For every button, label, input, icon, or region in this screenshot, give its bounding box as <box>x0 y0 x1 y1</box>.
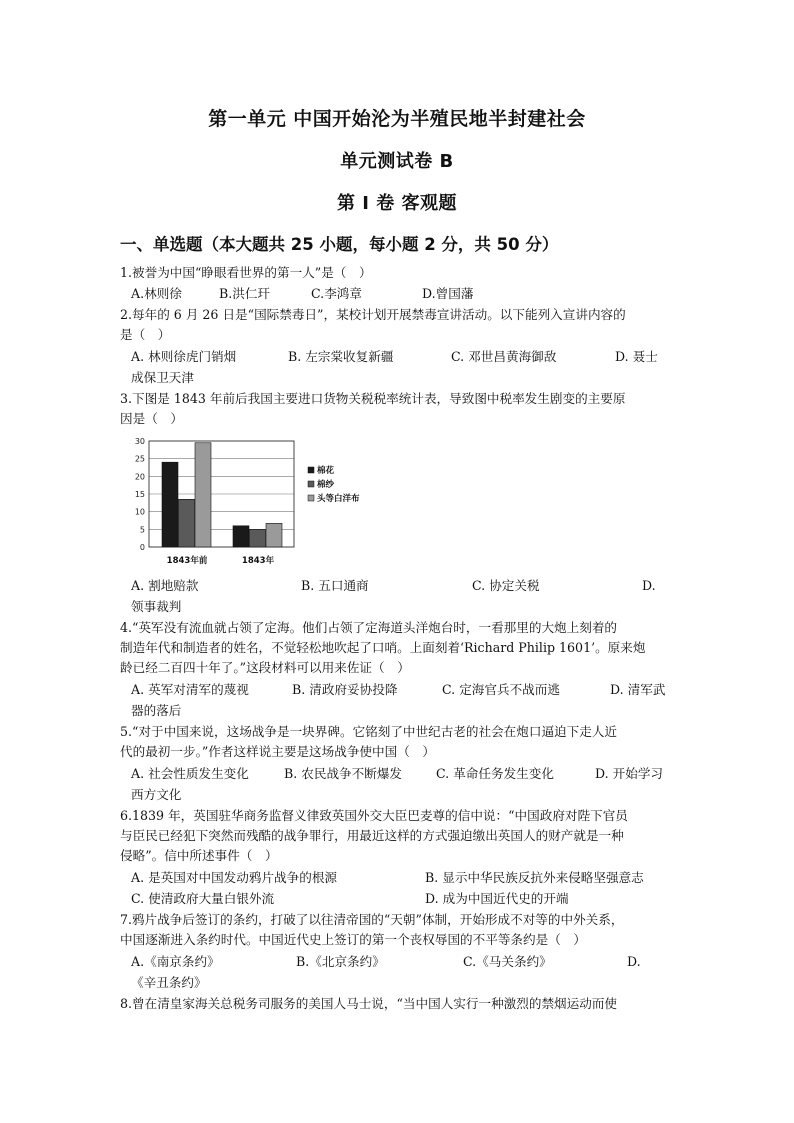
q7-stem-line2: 中国逐渐进入条约时代。中国近代史上签订的第一个丧权辱国的不平等条约是（ ） <box>120 932 586 947</box>
q1-option-d: D.曾国藩 <box>422 286 474 301</box>
q4-option-a: A. 英军对清军的蔑视 <box>131 682 249 697</box>
q6-option-d: D. 成为中国近代史的开端 <box>425 891 569 906</box>
q5-stem-line1: 5.“对于中国来说，这场战争是一块界碑。它铭刻了中世纪古老的社会在炮口逼迫下走人近 <box>120 724 618 739</box>
q7-option-a: A.《南京条约》 <box>131 954 220 969</box>
bar-棉纱 <box>250 529 266 547</box>
q3-option-b: B. 五口通商 <box>301 578 369 593</box>
q6-stem-line2: 与臣民已经犯下突然而残酷的战争罪行，用最近这样的方式强迫缴出英国人的财产就是一种 <box>120 828 624 843</box>
q2-option-c: C. 邓世昌黄海御敌 <box>451 349 557 364</box>
q1-stem: 1.被誉为中国“睁眼看世界的第一人”是（ ） <box>120 265 372 280</box>
y-tick-label: 25 <box>134 454 145 464</box>
y-tick-label: 20 <box>134 472 145 482</box>
legend-swatch <box>308 467 314 473</box>
legend-label: 棉花 <box>317 466 335 476</box>
q5-option-d: D. 开始学习 <box>595 766 664 781</box>
y-tick-label: 0 <box>139 543 145 552</box>
q8-stem-line1: 8.曾在清皇家海关总税务司服务的美国人马士说，“当中国人实行一种激烈的禁烟运动而使 <box>120 996 618 1011</box>
q2-stem-line1: 2.每年的 6 月 26 日是“国际禁毒日”，某校计划开展禁毒宣讲活动。以下能列入宣讲内容的 <box>120 307 626 322</box>
q3-option-c: C. 协定关税 <box>472 578 540 593</box>
legend-swatch <box>308 495 314 501</box>
q7-option-c: C.《马关条约》 <box>463 954 552 969</box>
part-title: 第 I 卷 客观题 <box>337 193 457 214</box>
test-subtitle: 单元测试卷 B <box>340 151 454 172</box>
y-tick-label: 30 <box>134 437 145 446</box>
q2-option-a: A. 林则徐虎门销烟 <box>131 349 237 364</box>
q1-option-a: A.林则徐 <box>131 286 182 301</box>
q3-stem-line1: 3.下图是 1843 年前后我国主要进口货物关税税率统计表，导致图中税率发生剧变的主要原 <box>120 391 626 406</box>
q7-option-d: D. <box>627 954 641 969</box>
q6-option-b: B. 显示中华民族反抗外来侵略坚强意志 <box>425 870 644 885</box>
bar-棉纱 <box>179 499 195 547</box>
x-category-label: 1843年 <box>241 556 275 566</box>
q7-stem-line1: 7.鸦片战争后签订的条约，打破了以往清帝国的“天朝”体制，开始形成不对等的中外关系， <box>120 912 624 927</box>
q6-stem-line3: 侵略”。信中所述事件（ ） <box>120 848 278 863</box>
q4-stem-line1: 4.“英军没有流血就占领了定海。他们占领了定海道头洋炮台时，一看那里的大炮上刻着的 <box>120 620 618 635</box>
q3-option-d: D. <box>642 578 656 593</box>
q5-option-c: C. 革命任务发生变化 <box>436 766 554 781</box>
bar-棉花 <box>162 462 178 547</box>
unit-title: 第一单元 中国开始沦为半殖民地半封建社会 <box>208 108 586 130</box>
legend-swatch <box>308 481 314 487</box>
q7-option-b: B.《北京条约》 <box>296 954 385 969</box>
q5-option-a: A. 社会性质发生变化 <box>131 766 249 781</box>
q2-option-b: B. 左宗棠收复新疆 <box>288 349 394 364</box>
q5-stem-line2: 代的最初一步。”作者这样说主要是这场战争使中国（ ） <box>120 744 435 759</box>
y-tick-label: 5 <box>139 525 145 535</box>
y-tick-label: 15 <box>134 490 145 499</box>
bar-头等白洋布 <box>266 523 282 547</box>
q4-stem-line3: 龄已经二百四十年了。”这段材料可以用来佐证（ ） <box>120 660 410 675</box>
bar-头等白洋布 <box>195 443 211 547</box>
q3-option-d-continued: 领事裁判 <box>131 599 182 614</box>
bar-棉花 <box>233 526 249 547</box>
q1-option-b: B.洪仁玕 <box>219 286 271 301</box>
tariff-bar-chart <box>130 433 364 573</box>
q4-option-d: D. 清军武 <box>610 682 666 697</box>
x-category-label: 1843年前 <box>166 556 208 566</box>
y-tick-label: 10 <box>134 507 145 517</box>
tariff-chart-svg <box>130 433 364 573</box>
section-title: 一、单选题（本大题共 25 小题，每小题 2 分，共 50 分） <box>120 235 559 254</box>
legend-label: 头等白洋布 <box>317 494 360 504</box>
q4-option-c: C. 定海官兵不战而逃 <box>442 682 560 697</box>
q6-option-a: A. 是英国对中国发动鸦片战争的根源 <box>131 870 338 885</box>
q1-option-c: C.李鸿章 <box>311 286 362 301</box>
q3-stem-line2: 因是（ ） <box>120 411 183 426</box>
q2-stem-line2: 是（ ） <box>120 327 171 342</box>
q3-option-a: A. 割地赔款 <box>131 578 199 593</box>
q2-option-d-continued: 成保卫天津 <box>131 370 194 385</box>
legend-label: 棉纱 <box>317 480 335 490</box>
q5-option-d-continued: 西方文化 <box>131 787 182 802</box>
q4-option-d-continued: 器的落后 <box>131 703 182 718</box>
q7-option-d-continued: 《辛丑条约》 <box>131 975 207 990</box>
q6-stem-line1: 6.1839 年，英国驻华商务监督义律致英国外交大臣巴麦尊的信中说：“中国政府对陛下官员 <box>120 808 628 823</box>
q2-option-d: D. 聂士 <box>615 349 658 364</box>
q6-option-c: C. 使清政府大量白银外流 <box>131 891 275 906</box>
q5-option-b: B. 农民战争不断爆发 <box>284 766 403 781</box>
q4-stem-line2: 制造年代和制造者的姓名，不觉轻松地吹起了口哨。上面刻着‘Richard Philip 1601’。原来炮 <box>120 640 646 655</box>
q4-option-b: B. 清政府妥协投降 <box>292 682 398 697</box>
